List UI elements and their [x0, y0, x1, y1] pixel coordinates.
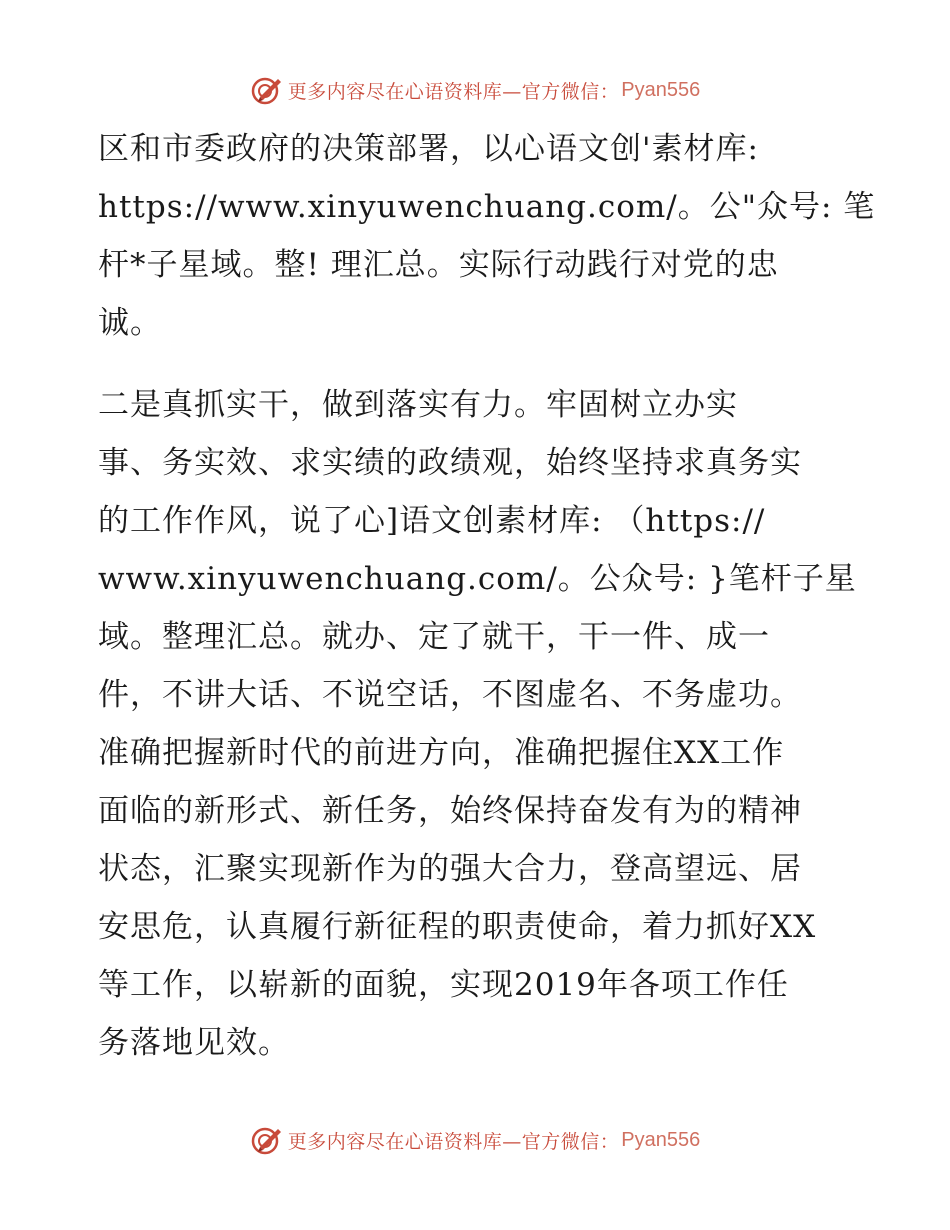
text-line: 域。整理汇总。就办、定了就干，干一件、成一 — [98, 619, 770, 655]
text-line: 安思危，认真履行新征程的职责使命，着力抓好XX — [98, 909, 817, 945]
header-banner-text: 更多内容尽在心语资料库—官方微信： — [287, 80, 620, 103]
pen-logo-icon — [250, 73, 284, 107]
text-line: 件，不讲大话、不说空话，不图虚名、不务虚功。 — [98, 677, 802, 713]
footer-banner-wechat-id: Pyan556 — [621, 1128, 701, 1151]
text-line: https://www.xinyuwenchuang.com/。公"众号: 笔 — [98, 189, 876, 225]
text-line: 面临的新形式、新任务，始终保持奋发有为的精神 — [98, 793, 802, 829]
text-line: 诚。 — [98, 305, 162, 341]
text-line: 杆*子星域。整! 理汇总。实际行动践行对党的忠 — [98, 247, 779, 283]
text-line: 务落地见效。 — [98, 1025, 290, 1061]
text-line: 区和市委政府的决策部署，以心语文创'素材库: — [98, 131, 759, 167]
footer-banner — [0, 1120, 950, 1160]
header-banner-wechat-id: Pyan556 — [621, 78, 701, 101]
footer-banner-text: 更多内容尽在心语资料库—官方微信： — [287, 1130, 620, 1153]
text-line: 二是真抓实干，做到落实有力。牢固树立办实 — [98, 387, 738, 423]
text-line: 状态，汇聚实现新作为的强大合力，登高望远、居 — [98, 851, 802, 887]
text-line: 事、务实效、求实绩的政绩观，始终坚持求真务实 — [98, 445, 802, 481]
text-line: www.xinyuwenchuang.com/。公众号: }笔杆子星 — [98, 561, 857, 597]
pen-logo-icon — [250, 1123, 284, 1157]
paragraph-1 — [98, 120, 876, 352]
paragraph-2 — [98, 376, 868, 1072]
paragraph-gap — [98, 352, 868, 376]
document-body — [98, 120, 876, 1072]
text-line: 准确把握新时代的前进方向，准确把握住XX工作 — [98, 735, 785, 771]
text-line: 等工作，以崭新的面貌，实现2019年各项工作任 — [98, 967, 789, 1003]
header-banner — [0, 70, 950, 110]
text-line: 的工作作风，说了心]语文创素材库: （https:// — [98, 503, 766, 539]
